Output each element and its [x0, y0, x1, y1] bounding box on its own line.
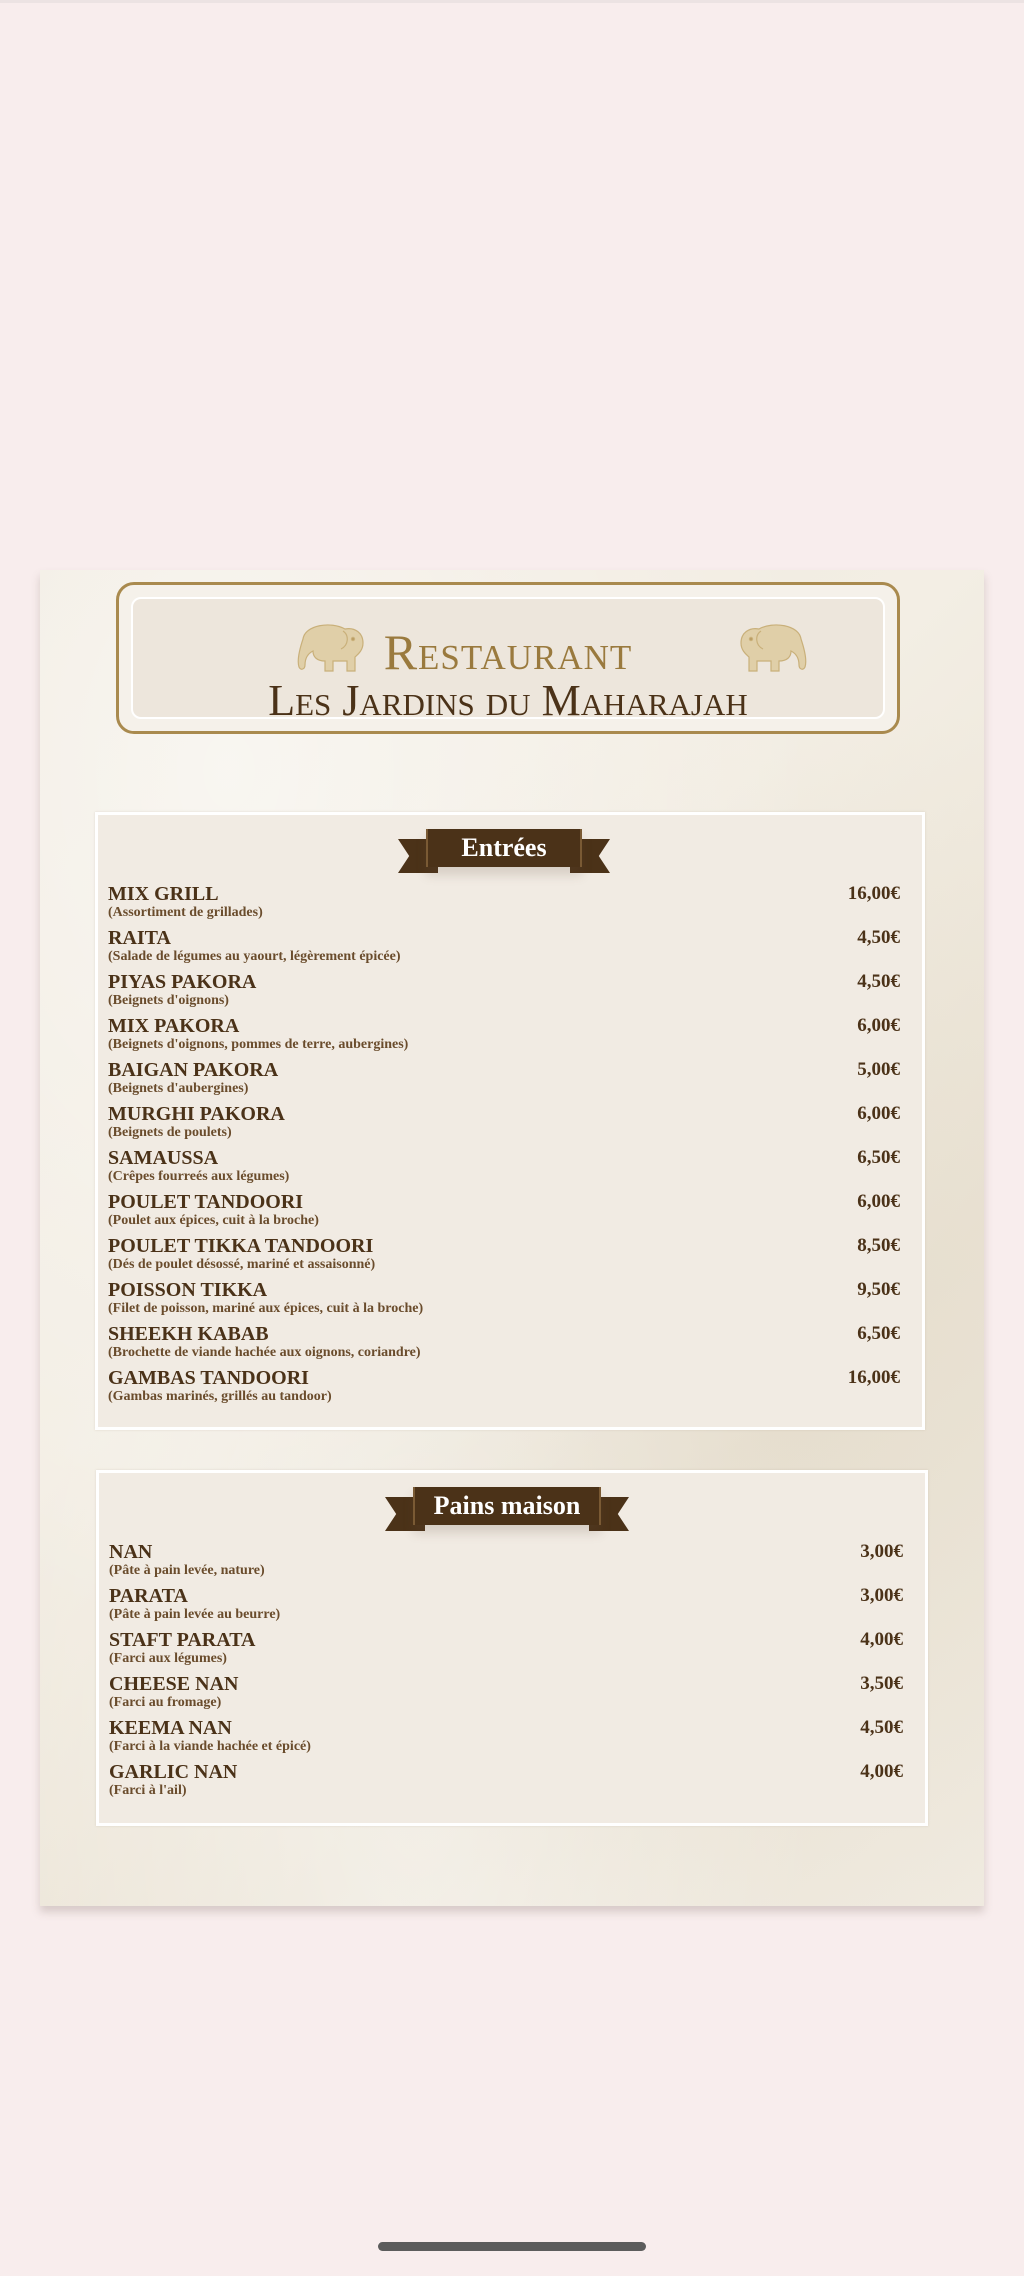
item-name: BAIGAN PAKORA [108, 1059, 279, 1081]
menu-item [98, 1015, 922, 1059]
section-banner [385, 1487, 629, 1533]
header-inner-panel [131, 597, 885, 725]
menu-items-list [99, 1541, 925, 1805]
elephant-icon [729, 617, 821, 677]
item-price: 9,50€ [857, 1279, 900, 1300]
item-price: 4,50€ [857, 927, 900, 948]
item-description: (Beignets de poulets) [108, 1125, 232, 1140]
item-description: (Dés de poulet désossé, mariné et assaisonné) [108, 1257, 376, 1272]
item-name: MIX GRILL [108, 883, 219, 905]
restaurant-header [116, 582, 900, 734]
menu-item [98, 1323, 922, 1367]
item-description: (Poulet aux épices, cuit à la broche) [108, 1213, 319, 1228]
item-price: 4,00€ [860, 1761, 903, 1782]
menu-item [98, 1191, 922, 1235]
section-title: Entrées [426, 829, 582, 867]
menu-item [98, 1103, 922, 1147]
status-bar-edge [0, 0, 1024, 3]
item-description: (Assortiment de grillades) [108, 905, 263, 920]
item-price: 5,00€ [857, 1059, 900, 1080]
item-price: 6,00€ [857, 1191, 900, 1212]
menu-item [98, 1147, 922, 1191]
menu-item [98, 1367, 922, 1411]
item-price: 4,50€ [857, 971, 900, 992]
item-description: (Beignets d'oignons) [108, 993, 229, 1008]
item-price: 3,50€ [860, 1673, 903, 1694]
item-description: (Farci au fromage) [109, 1695, 222, 1710]
item-description: (Crêpes fourreés aux légumes) [108, 1169, 290, 1184]
item-description: (Gambas marinés, grillés au tandoor) [108, 1389, 332, 1404]
item-name: POULET TIKKA TANDOORI [108, 1235, 374, 1257]
item-price: 4,00€ [860, 1629, 903, 1650]
menu-item [99, 1717, 925, 1761]
item-price: 4,50€ [860, 1717, 903, 1738]
item-name: MURGHI PAKORA [108, 1103, 285, 1125]
item-name: SHEEKH KABAB [108, 1323, 269, 1345]
menu-item [98, 1235, 922, 1279]
item-name: SAMAUSSA [108, 1147, 219, 1169]
item-price: 6,00€ [857, 1103, 900, 1124]
menu-item [98, 1059, 922, 1103]
menu-item [99, 1629, 925, 1673]
section-title: Pains maison [413, 1487, 601, 1525]
item-price: 16,00€ [847, 1367, 900, 1388]
item-description: (Salade de légumes au yaourt, légèrement épicée) [108, 949, 401, 964]
item-name: CHEESE NAN [109, 1673, 239, 1695]
item-description: (Farci à l'ail) [109, 1783, 187, 1798]
menu-item [99, 1585, 925, 1629]
section-banner [398, 829, 610, 875]
item-description: (Filet de poisson, mariné aux épices, cuit à la broche) [108, 1301, 424, 1316]
item-name: POULET TANDOORI [108, 1191, 304, 1213]
item-name: RAITA [108, 927, 171, 949]
item-name: POISSON TIKKA [108, 1279, 268, 1301]
menu-item [98, 1279, 922, 1323]
restaurant-label: Restaurant [383, 624, 633, 680]
restaurant-name: Les Jardins du Maharajah [268, 676, 748, 725]
item-description: (Beignets d'aubergines) [108, 1081, 249, 1096]
item-description: (Brochette de viande hachée aux oignons, coriandre) [108, 1345, 421, 1360]
item-description: (Pâte à pain levée, nature) [109, 1563, 265, 1578]
item-name: GARLIC NAN [109, 1761, 238, 1783]
item-price: 6,00€ [857, 1015, 900, 1036]
menu-item [98, 971, 922, 1015]
item-name: STAFT PARATA [109, 1629, 256, 1651]
item-name: KEEMA NAN [109, 1717, 232, 1739]
section-entrees [95, 812, 925, 1430]
item-description: (Farci à la viande hachée et épicé) [109, 1739, 311, 1754]
menu-item [99, 1541, 925, 1585]
item-name: PARATA [109, 1585, 188, 1607]
menu-items-list [98, 883, 922, 1411]
item-name: MIX PAKORA [108, 1015, 240, 1037]
menu-item [98, 883, 922, 927]
item-price: 6,50€ [857, 1147, 900, 1168]
home-indicator[interactable] [378, 2242, 646, 2251]
section-pains-maison [96, 1470, 928, 1826]
item-price: 8,50€ [857, 1235, 900, 1256]
menu-item [99, 1673, 925, 1717]
item-description: (Pâte à pain levée au beurre) [109, 1607, 281, 1622]
item-price: 16,00€ [847, 883, 900, 904]
item-name: GAMBAS TANDOORI [108, 1367, 309, 1389]
item-description: (Farci aux légumes) [109, 1651, 227, 1666]
item-name: NAN [109, 1541, 153, 1563]
menu-image[interactable] [40, 570, 984, 1906]
menu-item [99, 1761, 925, 1805]
menu-item [98, 927, 922, 971]
item-description: (Beignets d'oignons, pommes de terre, aubergines) [108, 1037, 409, 1052]
item-name: PIYAS PAKORA [108, 971, 257, 993]
item-price: 3,00€ [860, 1585, 903, 1606]
item-price: 6,50€ [857, 1323, 900, 1344]
item-price: 3,00€ [860, 1541, 903, 1562]
